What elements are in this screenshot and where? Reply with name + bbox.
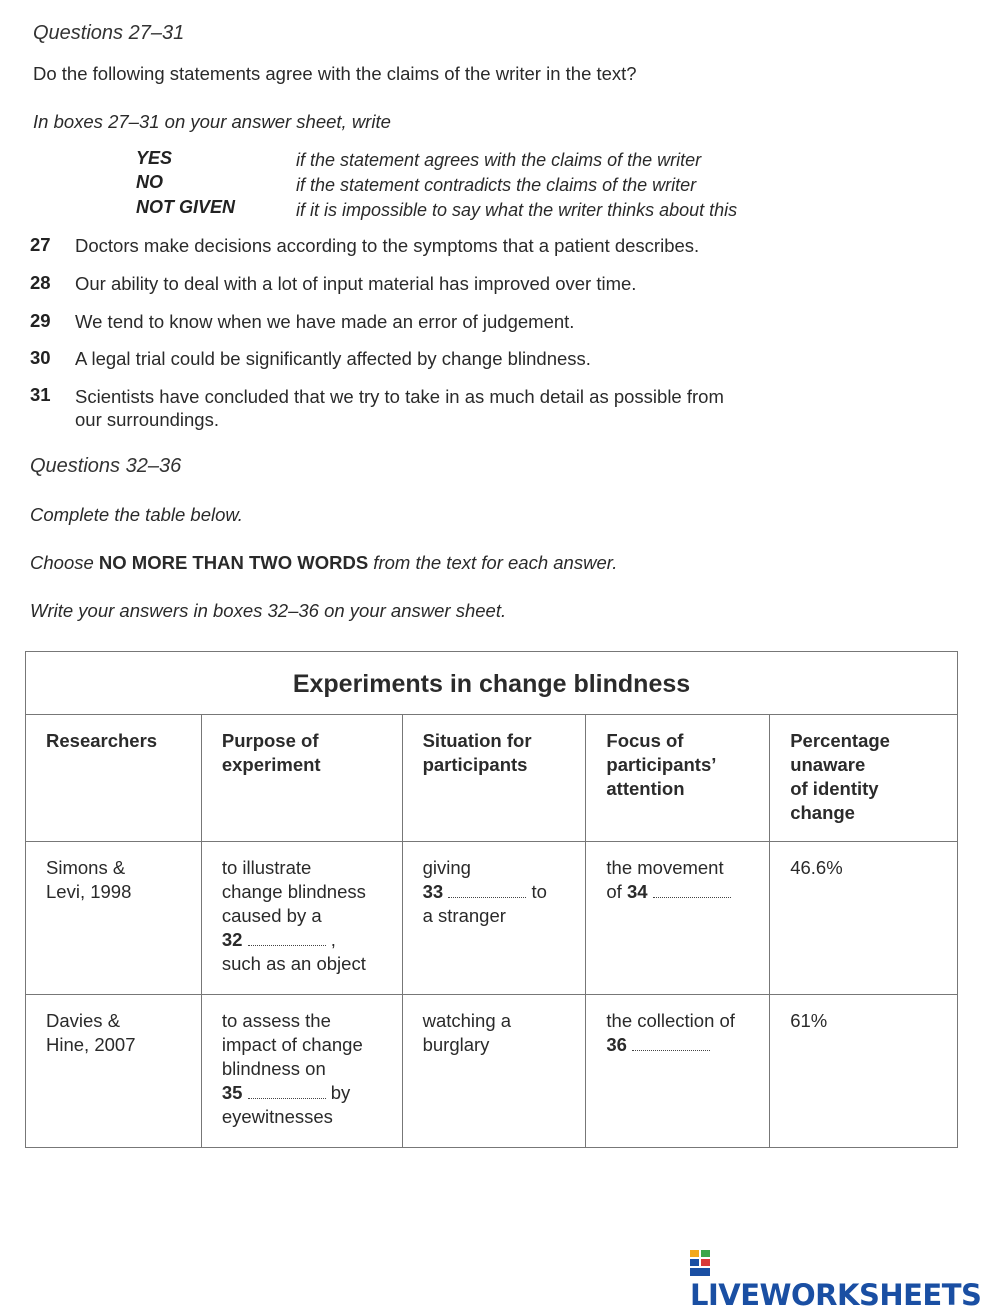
question-number: 31	[30, 384, 51, 405]
instruction-complete-table: Complete the table below.	[30, 504, 243, 525]
question-number: 30	[30, 347, 51, 368]
key-desc-not-given: if it is impossible to say what the writer thinks about this	[296, 200, 738, 220]
instruction-agree: Do the following statements agree with the claims of the writer in the text?	[33, 63, 637, 84]
cell-line: the collection of	[606, 1010, 735, 1031]
header-line: Focus of	[606, 730, 684, 751]
cell-line: change blindness	[221, 881, 366, 902]
header-line: participants	[422, 754, 528, 775]
word-limit-bold: NO MORE THAN TWO WORDS	[98, 552, 369, 573]
header-line: participants’	[606, 754, 717, 775]
cell-line: Davies &	[46, 1010, 121, 1031]
cell-line: Levi, 1998	[46, 881, 132, 902]
cell-line: to assess the	[221, 1010, 331, 1031]
answer-blank-32[interactable]	[248, 931, 326, 946]
header-purpose	[201, 715, 402, 842]
cell-purpose	[201, 842, 402, 995]
gap-number-36: 36	[606, 1034, 627, 1055]
gap-after: by	[330, 1082, 351, 1103]
gap-line	[606, 1033, 749, 1057]
cell-situation	[402, 995, 586, 1148]
answer-blank-35[interactable]	[248, 1084, 326, 1099]
cell-focus	[586, 842, 770, 995]
header-line: Situation for	[422, 730, 532, 751]
experiments-table	[25, 651, 958, 1148]
questions-27-31-heading: Questions 27–31	[33, 22, 185, 44]
cell-line: such as an object	[221, 953, 366, 974]
table-title: Experiments in change blindness	[26, 652, 958, 715]
cell-line: a stranger	[422, 905, 506, 926]
cell-line: Hine, 2007	[46, 1034, 136, 1055]
question-text: We tend to know when we have made an error of judgement.	[75, 311, 575, 332]
question-text: Scientists have concluded that we try to take in as much detail as possible from	[75, 386, 724, 407]
cell-researchers	[26, 842, 202, 995]
header-line: unaware	[790, 754, 866, 775]
question-text: Our ability to deal with a lot of input material has improved over time.	[75, 273, 637, 294]
liveworksheets-text: LIVEWORKSHEETS	[690, 1278, 982, 1312]
answer-blank-33[interactable]	[448, 883, 526, 898]
gap-after: to	[531, 881, 547, 902]
cell-line: impact of change	[221, 1034, 363, 1055]
gap-line	[222, 1081, 382, 1105]
instruction-boxes: In boxes 27–31 on your answer sheet, write	[33, 111, 391, 132]
key-term-yes: YES	[136, 148, 173, 168]
gap-after: ,	[330, 929, 336, 950]
gap-number-34: 34	[626, 881, 648, 902]
percentage-value: 61%	[790, 1010, 828, 1031]
question-text: A legal trial could be significantly affected by change blindness.	[75, 348, 591, 369]
header-percentage	[770, 715, 958, 842]
cell-line: eyewitnesses	[221, 1106, 333, 1127]
gap-line	[222, 928, 382, 952]
answer-blank-36[interactable]	[632, 1036, 710, 1051]
cell-line: burglary	[422, 1034, 490, 1055]
key-term-no: NO	[136, 172, 163, 192]
table-title-row	[26, 652, 958, 715]
table-row-davies-hine	[26, 995, 958, 1148]
question-number: 27	[30, 234, 51, 255]
cell-line: watching a	[422, 1010, 512, 1031]
header-researchers	[26, 715, 202, 842]
header-line: Percentage	[790, 730, 890, 751]
header-line: of identity	[790, 778, 879, 799]
cell-focus	[586, 995, 770, 1148]
header-line: experiment	[221, 754, 321, 775]
gap-line	[606, 880, 749, 904]
header-line: Purpose of	[221, 730, 319, 751]
cell-percentage	[770, 842, 958, 995]
cell-line: Simons &	[46, 857, 126, 878]
cell-researchers	[26, 995, 202, 1148]
header-line: Researchers	[46, 730, 158, 751]
key-term-not-given: NOT GIVEN	[136, 197, 236, 217]
header-line: attention	[606, 778, 685, 799]
percentage-value: 46.6%	[790, 857, 843, 878]
gap-number-32: 32	[221, 929, 243, 950]
cell-percentage	[770, 995, 958, 1148]
cell-line: blindness on	[221, 1058, 326, 1079]
cell-situation	[402, 842, 586, 995]
word-limit-pre: Choose	[30, 552, 99, 573]
header-situation	[402, 715, 586, 842]
key-desc-yes: if the statement agrees with the claims of the writer	[296, 150, 702, 170]
instruction-word-limit	[30, 552, 617, 574]
focus-of: of	[606, 881, 622, 902]
header-focus	[586, 715, 770, 842]
header-line: change	[790, 802, 855, 823]
instruction-answer-boxes: Write your answers in boxes 32–36 on your answer sheet.	[30, 600, 507, 621]
table-header-row	[26, 715, 958, 842]
gap-number-33: 33	[422, 881, 444, 902]
cell-line: to illustrate	[221, 857, 312, 878]
cell-line: caused by a	[221, 905, 322, 926]
question-text-continued: our surroundings.	[75, 409, 219, 430]
gap-line	[423, 880, 566, 904]
questions-32-36-heading: Questions 32–36	[30, 455, 182, 477]
cell-line: giving	[422, 857, 471, 878]
liveworksheets-mark-icon	[690, 1250, 710, 1276]
word-limit-post: from the text for each answer.	[368, 552, 618, 573]
liveworksheets-logo[interactable]	[690, 1244, 1000, 1312]
question-number: 28	[30, 272, 51, 293]
table-row-simons-levi	[26, 842, 958, 995]
gap-number-35: 35	[221, 1082, 243, 1103]
cell-purpose	[201, 995, 402, 1148]
question-number: 29	[30, 310, 51, 331]
answer-blank-34[interactable]	[653, 883, 731, 898]
key-desc-no: if the statement contradicts the claims of the writer	[296, 175, 697, 195]
question-text: Doctors make decisions according to the symptoms that a patient describes.	[75, 235, 700, 256]
cell-line: the movement	[606, 857, 724, 878]
